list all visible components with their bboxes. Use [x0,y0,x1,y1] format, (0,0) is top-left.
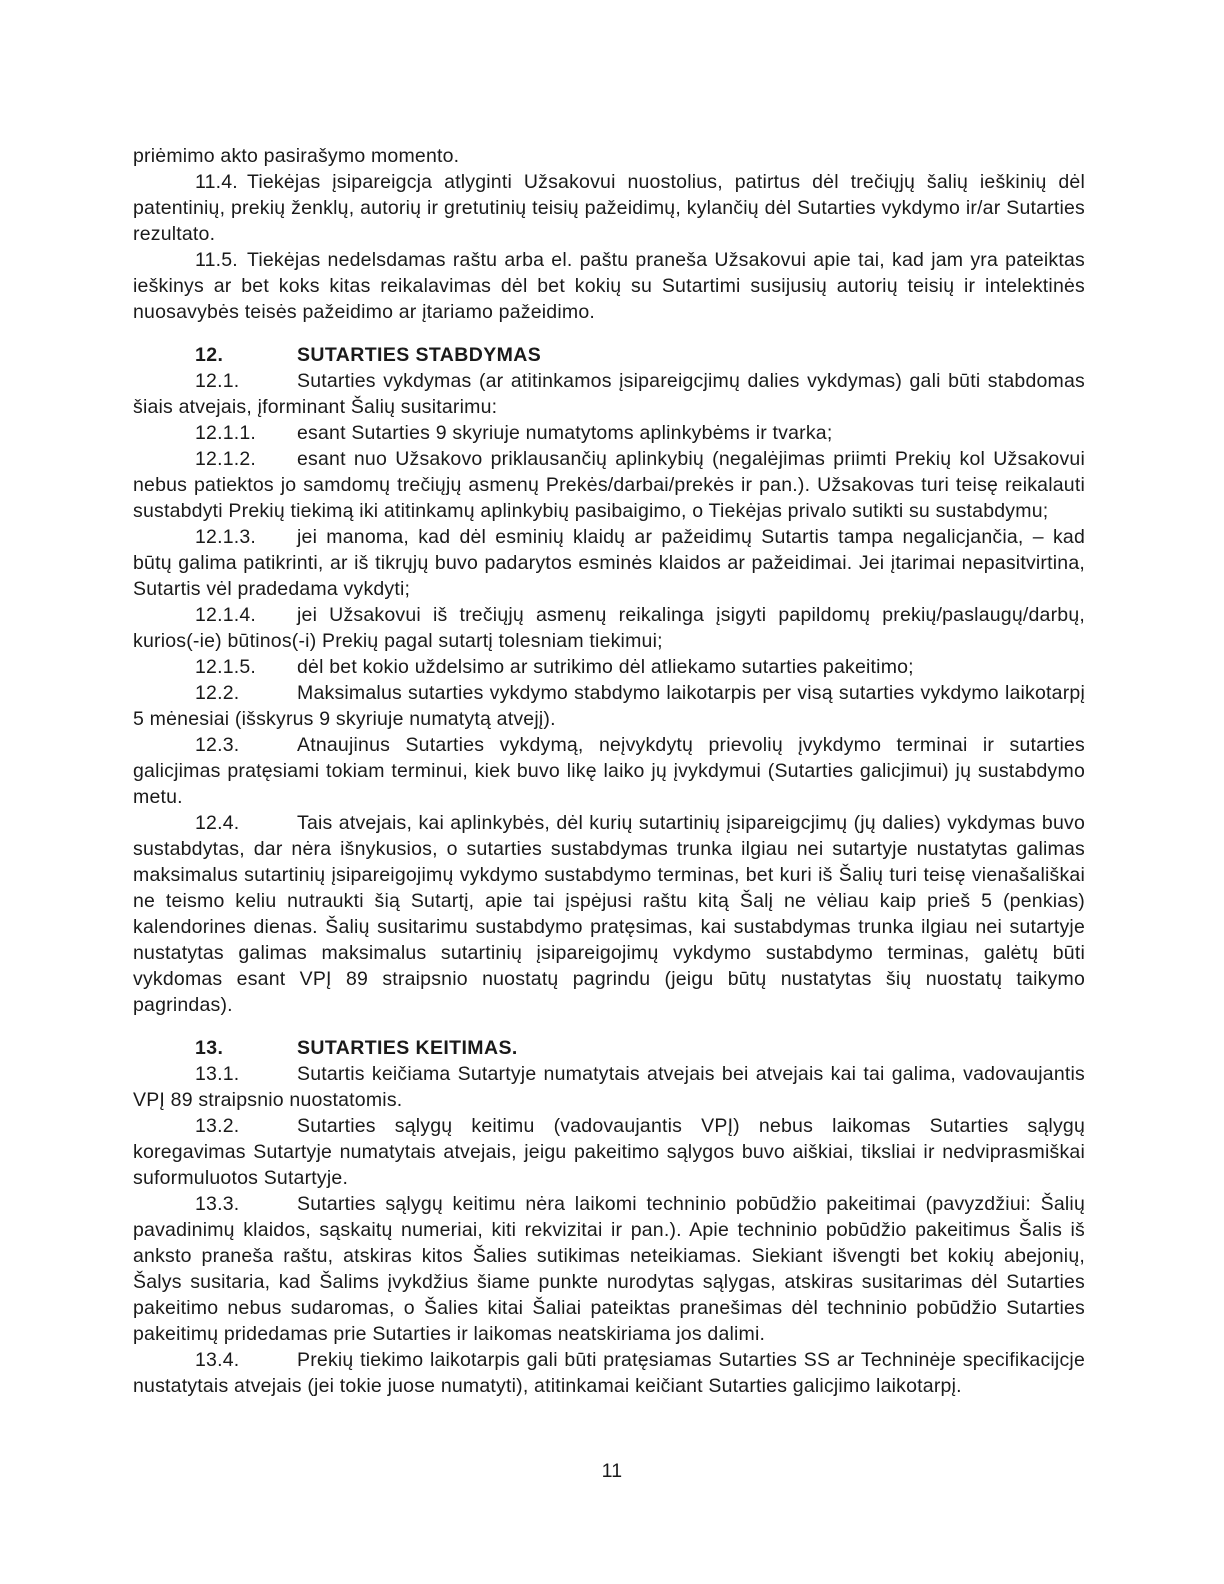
clause-text: Sutarties sąlygų keitimu nėra laikomi techninio pobūdžio pakeitimai (pavyzdžiui: Šalių pavadinimų klaidos, sąskaitų numeriai, kiti rekvizitai ir pan.). Apie techninio pobūdžio pakeitimus Šalis iš anksto praneša raštu, atskiras kitos Šalies sutikimas neteikiamas. Siekiant išvengti bet kokių abejonių, Šalys susitaria, kad Šalims įvykdžius šiame punkte nurodytas sąlygas, atskiras susitarimas dėl Sutarties pakeitimo nebus sudaromas, o Šalies kitai Šaliai pateiktas pranešimas dėl techninio pobūdžio Sutarties pakeitimų pridedamas prie Sutarties ir laikomas neatskiriama jos dalimi. [133,1193,1085,1345]
section-title: SUTARTIES KEITIMAS. [297,1037,518,1059]
section-number: 13. [195,1037,224,1059]
clause-number: 11.5. [195,249,238,271]
clause-text: Prekių tiekimo laikotarpis gali būti pratęsiamas Sutarties SS ar Techninėje specifikacijcje nustatytais atvejais (jei tokie juose numatyti), atitinkamai keičiant Sutarties galicjimo laikotarpį. [133,1349,1085,1397]
clause-text: Sutartis keičiama Sutartyje numatytais atvejais bei atvejais kai tai galima, vadovaujantis VPĮ 89 straipsnio nuostatomis. [133,1063,1085,1111]
clause-number: 13.1. [195,1063,240,1085]
paragraph-text: priėmimo akto pasirašymo momento. [133,145,460,167]
clause-text: Tiekėjas nedelsdamas raštu arba el. paštu praneša Užsakovui apie tai, kad jam yra pateiktas ieškinys ar bet koks kitas reikalavimas dėl bet kokių su Sutartimi susijusių autorių teisių ir intelektinės nuosavybės teisės pažeidimo ar įtariamo pažeidimo. [133,249,1085,323]
clause-number: 12.1.1. [195,422,257,444]
clause-number: 12.1.4. [195,604,257,626]
page-number: 11 [601,1460,623,1482]
section-number: 12. [195,344,224,366]
clause-number: 12.1. [195,370,240,392]
clause-text: Maksimalus sutarties vykdymo stabdymo laikotarpis per visą sutarties vykdymo laikotarpį 5 mėnesiai (išskyrus 9 skyriuje numatytą atvejį). [133,682,1085,730]
clause-text: Sutarties sąlygų keitimu (vadovaujantis VPĮ) nebus laikomas Sutarties sąlygų koregavimas Sutartyje numatytais atvejais, jeigu pakeitimo sąlygos buvo aiškiai, tiksliai ir nedviprasmiškai suformuluotos Sutartyje. [133,1115,1085,1189]
clause-text: esant nuo Užsakovo priklausančių aplinkybių (negalėjimas priimti Prekių kol Užsakovui nebus patiektos jo samdomų trečiųjų asmenų Prekės/darbai/prekės ir pan.). Užsakovas turi teisę reikalauti sustabdyti Prekių tiekimą iki atitinkamų aplinkybių pasibaigimo, o Tiekėjas privalo sutikti su sustabdymu; [133,448,1085,522]
clause-12-3 [133,732,1085,810]
clause-number: 12.2. [195,682,240,704]
clause-text: Tiekėjas įsipareigcja atlyginti Užsakovui nuostolius, patirtus dėl trečiųjų šalių ieškinių dėl patentinių, prekių ženklų, autorių ir gretutinių teisių pažeidimų, kylančių dėl Sutarties vykdymo ir/ar Sutarties rezultato. [133,171,1085,245]
clause-11-4 [133,169,1085,247]
clause-11-5 [133,247,1085,325]
clause-text: jei Užsakovui iš trečiųjų asmenų reikalinga įsigyti papildomų prekių/paslaugų/darbų, kurios(-ie) būtinos(-i) Prekių pagal sutartį tolesniam tiekimui; [133,604,1085,652]
clause-text: Sutarties vykdymas (ar atitinkamos įsipareigcjimų dalies vykdymas) gali būti stabdomas šiais atvejais, įforminant Šalių susitarimu: [133,370,1085,418]
clause-number: 11.4. [195,171,238,193]
clause-12-1 [133,368,1085,420]
clause-number: 13.3. [195,1193,240,1215]
clause-text: jei manoma, kad dėl esminių klaidų ar pažeidimų Sutartis tampa negalicjančia, – kad būtų galima patikrinti, ar iš tikrųjų buvo padarytos esminės klaidos ar pažeidimai. Jei įtarimai nepasitvirtina, Sutartis vėl pradedama vykdyti; [133,526,1085,600]
clause-number: 12.1.5. [195,656,257,678]
clause-number: 12.1.2. [195,448,257,470]
clause-12-4 [133,810,1085,1018]
clause-text: esant Sutarties 9 skyriuje numatytoms aplinkybėms ir tvarka; [297,422,833,444]
clause-text: Atnaujinus Sutarties vykdymą, neįvykdytų prievolių įvykdymo terminai ir sutarties galicjimas pratęsiami tokiam terminui, kiek buvo likę laiko jų įvykdymui (Sutarties galicjimui) jų sustabdymo metu. [133,734,1085,808]
clause-13-2 [133,1113,1085,1191]
clause-text: Tais atvejais, kai aplinkybės, dėl kurių sutartinių įsipareigcjimų (jų dalies) vykdymas buvo sustabdytas, dar nėra išnykusios, o sutarties sustabdymas trunka ilgiau nei sutartyje nustatytas galimas maksimalus sutartinių įsipareigojimų vykdymo sustabdymo terminas, bet kuri iš Šalių turi teisę vienašališkai ne teismo keliu nutraukti šią Sutartį, apie tai įspėjusi raštu kitą Šalį ne vėliau kaip prieš 5 (penkias) kalendorines dienas. Šalių susitarimu sustabdymo pratęsimas, kai sustabdymas trunka ilgiau nei sutartyje nustatytas galimas maksimalus sutartinių įsipareigojimų vykdymo sustabdymo terminas, galėtų būti vykdomas esant VPĮ 89 straipsnio nuostatų pagrindu (jeigu būtų nustatytas šių nuostatų taikymo pagrindas). [133,812,1085,1016]
section-title: SUTARTIES STABDYMAS [297,344,542,366]
clause-number: 12.1.3. [195,526,257,548]
clause-number: 13.4. [195,1349,240,1371]
clause-12-2 [133,680,1085,732]
clause-text: dėl bet kokio uždelsimo ar sutrikimo dėl atliekamo sutarties pakeitimo; [297,656,914,678]
clause-13-3 [133,1191,1085,1347]
clause-number: 12.4. [195,812,240,834]
paragraph-continuation [133,143,1085,169]
clause-13-1 [133,1061,1085,1113]
clause-number: 12.3. [195,734,240,756]
clause-12-1-1 [133,420,1085,446]
clause-number: 13.2. [195,1115,240,1137]
section-heading-12 [133,342,1085,368]
clause-13-4 [133,1347,1085,1399]
clause-12-1-2 [133,446,1085,524]
clause-12-1-3 [133,524,1085,602]
clause-12-1-4 [133,602,1085,654]
clause-12-1-5 [133,654,1085,680]
section-heading-13 [133,1035,1085,1061]
